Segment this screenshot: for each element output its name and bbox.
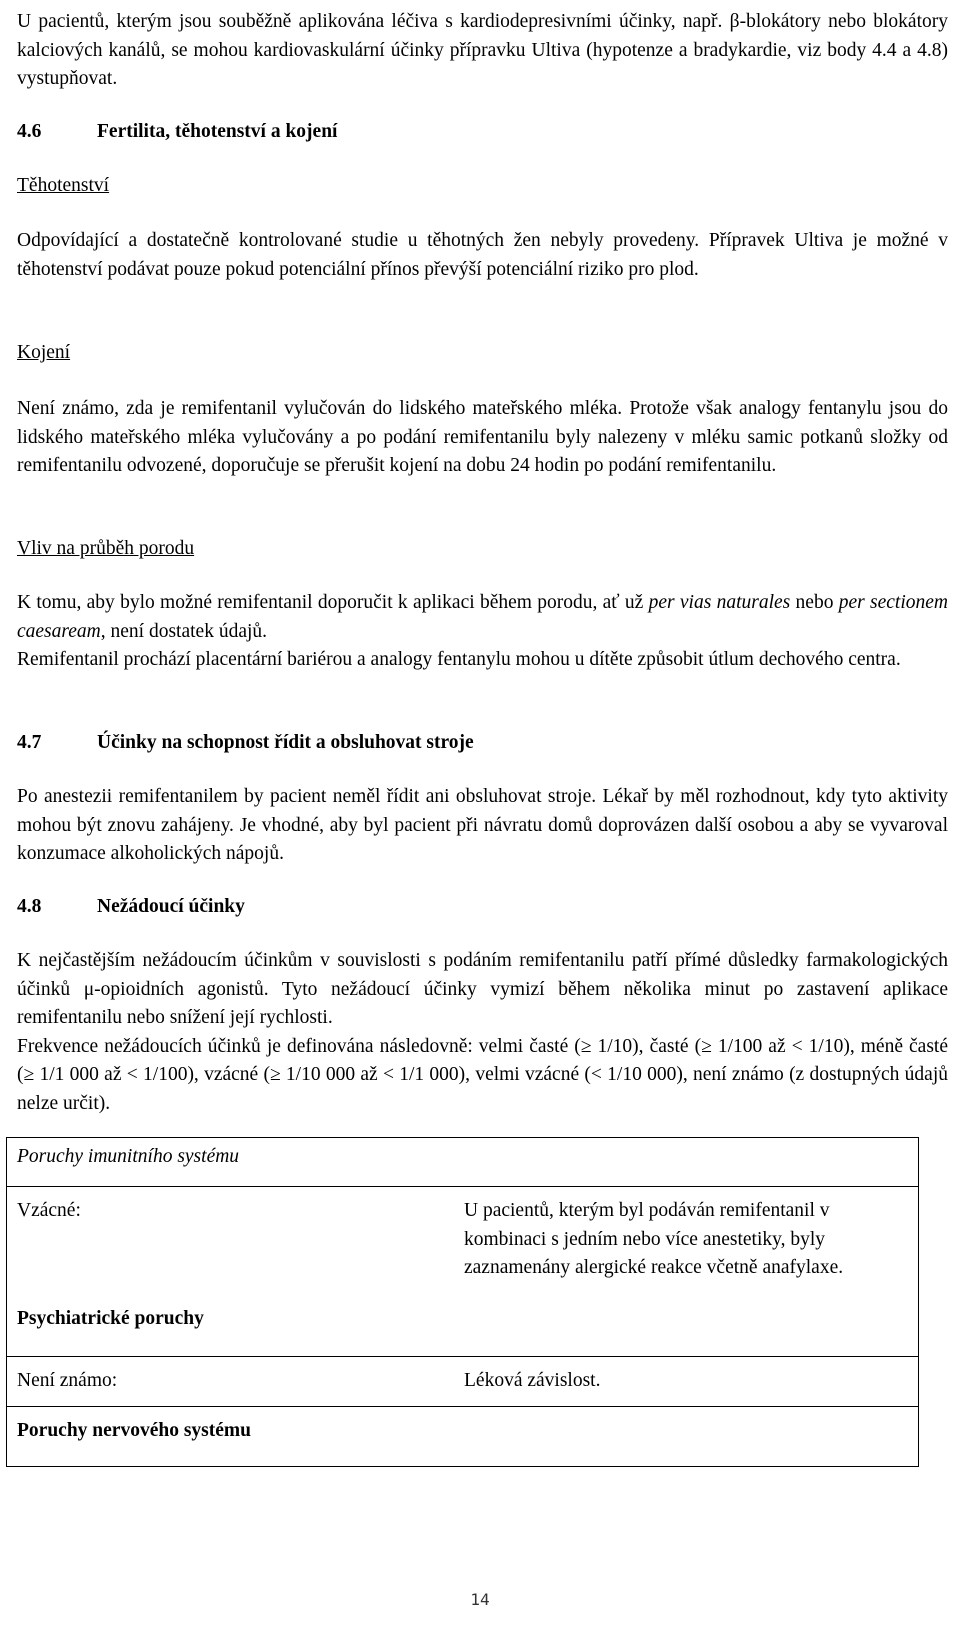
pregnancy-paragraph: Odpovídající a dostatečně kontrolované studie u těhotných žen nebyly provedeny. Přípravek Ultiva je možné v těhotenství podávat pouze pokud potenciální přínos převýší potenciální riziko pro plod. — [17, 230, 948, 280]
table-row — [7, 1305, 918, 1355]
driving-paragraph: Po anestezii remifentanilem by pacient neměl řídit ani obsluhovat stroje. Lékař by měl rozhodnout, kdy tyto aktivity mohou být znovu zahájeny. Je vhodné, aby byl pacient při návratu domů doprovázen další osobou a aby se vyvaroval konzumace alkoholických nápojů. — [17, 786, 948, 865]
frequency-label: Není známo: — [17, 1370, 118, 1391]
section-number: 4.6 — [17, 121, 42, 142]
lactation-paragraph: Není známo, zda je remifentanil vylučován do lidského mateřského mléka. Protože však analogy fentanylu jsou do lidského mateřského mléka vylučovány a po podání remifentanilu byly nalezeny v mléku samic potkanů složky od remifentanilu odvozené, doporučuje se přerušit kojení na dobu 24 hodin po podání remifentanilu. — [17, 398, 948, 477]
table-row — [7, 1186, 918, 1314]
psychiatric-heading: Psychiatrické poruchy — [17, 1308, 204, 1329]
section-number: 4.8 — [17, 896, 42, 917]
section-title: Nežádoucí účinky — [97, 896, 245, 917]
labour-heading: Vliv na průběh porodu — [17, 538, 195, 559]
table-row — [7, 1356, 918, 1407]
table-row — [7, 1406, 918, 1467]
section-4-7-heading — [17, 729, 474, 758]
frequency-label: Vzácné: — [17, 1200, 81, 1221]
labour-text-part: nebo — [790, 592, 839, 613]
frequency-definition: Frekvence nežádoucích účinků je definována následovně: velmi časté (≥ 1/10), časté (≥ 1/100 až < 1/10), méně časté (≥ 1/1 000 až < 1/100), vzácné (≥ 1/10 000 až < 1/1 000), velmi vzácné (< 1/10 000), není známo (z dostupných údajů nelze určit). — [17, 1035, 948, 1114]
adverse-effects-table — [6, 1137, 919, 1467]
section-4-6-heading — [17, 118, 337, 147]
immune-system-heading: Poruchy imunitního systému — [17, 1146, 240, 1167]
adverse-effects-intro: K nejčastějším nežádoucím účinkům v souvislosti s podáním remifentanilu patří přímé důsledky farmakologických účinků μ-opioidních agonistů. Tyto nežádoucí účinky vymizí během několika minut po zastavení aplikace remifentanilu nebo snížení její rychlosti. — [17, 950, 948, 1029]
labour-text-part: , není dostatek údajů. — [100, 620, 268, 642]
page-number: 14 — [470, 1590, 490, 1609]
section-4-8-heading — [17, 893, 245, 922]
placenta-paragraph: Remifentanil prochází placentární bariérou a analogy fentanylu mohou u dítěte způsobit útlum dechového centra. — [17, 649, 901, 671]
intro-paragraph: U pacientů, kterým jsou souběžně aplikována léčiva s kardiodepresivními účinky, např. β-blokátory nebo blokátory kalciových kanálů, se mohou kardiovaskulární účinky přípravku Ultiva (hypotenze a bradykardie, viz body 4.4 a 4.8) vystupňovat. — [17, 11, 948, 90]
section-title: Fertilita, těhotenství a kojení — [97, 121, 338, 142]
labour-paragraph — [17, 589, 948, 646]
labour-paragraphs — [17, 589, 948, 675]
section-title: Účinky na schopnost řídit a obsluhovat stroje — [97, 732, 474, 753]
lactation-heading: Kojení — [17, 342, 71, 363]
effect-description: Léková závislost. — [464, 1370, 601, 1391]
pregnancy-heading: Těhotenství — [17, 175, 110, 196]
labour-text-part: K tomu, aby bylo možné remifentanil doporučit k aplikaci během porodu, ať už — [17, 592, 649, 613]
effect-description: U pacientů, kterým byl podáván remifentanil v kombinaci s jedním nebo více anestetiky, byly zaznamenány alergické reakce včetně anafylaxe. — [464, 1200, 844, 1279]
labour-text-italic: per vias naturales — [648, 592, 791, 613]
table-row — [7, 1138, 918, 1186]
labour-text-italic: per sectionem caesaream — [17, 592, 949, 642]
section-number: 4.7 — [17, 732, 42, 753]
adverse-effects-paragraphs — [17, 947, 948, 1119]
nervous-system-heading: Poruchy nervového systému — [17, 1420, 251, 1441]
